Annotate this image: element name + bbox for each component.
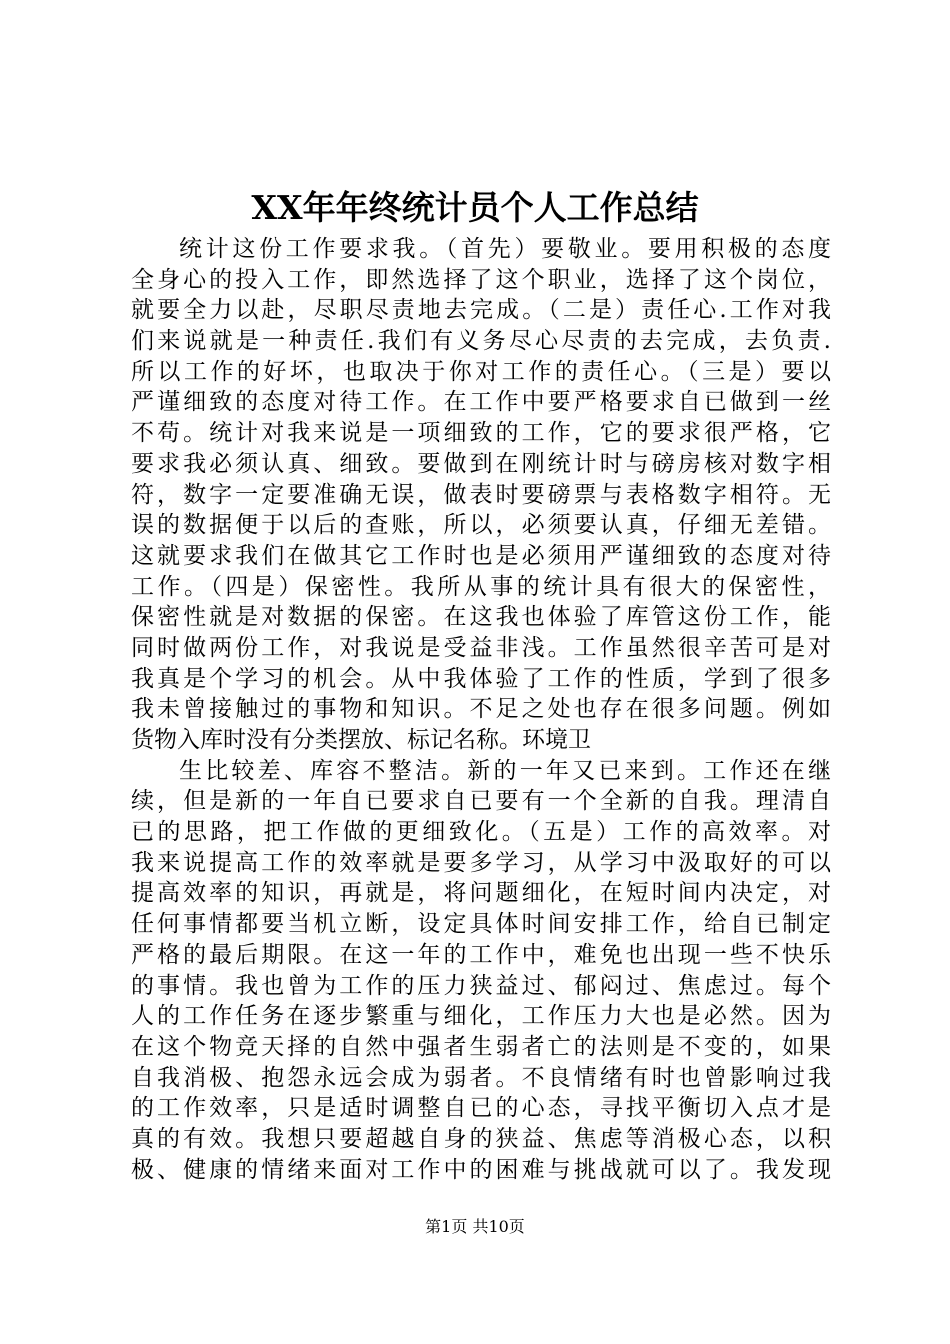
body-line: 保密性就是对数据的保密。在这我也体验了库管这份工作，能 (131, 604, 831, 631)
body-line: 我来说提高工作的效率就是要多学习，从学习中汲取好的可以 (131, 849, 831, 876)
body-line: 严格的最后期限。在这一年的工作中，难免也出现一些不快乐 (131, 941, 831, 968)
body-line: 所以工作的好坏，也取决于你对工作的责任心。（三是）要以 (131, 358, 831, 385)
body-line: 们来说就是一种责任.我们有义务尽心尽责的去完成，去负责. (131, 328, 831, 355)
body-line: 极、健康的情绪来面对工作中的困难与挑战就可以了。我发现 (131, 1156, 831, 1183)
body-line: 我真是个学习的机会。从中我体验了工作的性质，学到了很多 (131, 665, 831, 692)
body-line: 在这个物竞天择的自然中强者生弱者亡的法则是不变的，如果 (131, 1033, 831, 1060)
body-line: 工作。（四是）保密性。我所从事的统计具有很大的保密性， (131, 573, 831, 600)
document-body (131, 234, 831, 1185)
document-title: XX年年终统计员个人工作总结 (251, 188, 699, 227)
body-line: 要求我必须认真、细致。要做到在刚统计时与磅房核对数字相 (131, 450, 831, 477)
body-line: 真的有效。我想只要超越自身的狭益、焦虑等消极心态，以积 (131, 1125, 831, 1152)
body-line: 续，但是新的一年自已要求自已要有一个全新的自我。理清自 (131, 788, 831, 815)
body-line: 误的数据便于以后的查账，所以，必须要认真，仔细无差错。 (131, 512, 831, 539)
body-line: 同时做两份工作，对我说是受益非浅。工作虽然很辛苦可是对 (131, 634, 831, 661)
body-line: 符，数字一定要准确无误，做表时要磅票与表格数字相符。无 (131, 481, 831, 508)
body-line: 任何事情都要当机立断，设定具体时间安排工作，给自已制定 (131, 911, 831, 938)
body-line: 就要全力以赴，尽职尽责地去完成。（二是）责任心.工作对我 (131, 297, 831, 324)
body-line: 这就要求我们在做其它工作时也是必须用严谨细致的态度对待 (131, 542, 831, 569)
body-line: 货物入库时没有分类摆放、标记名称。环境卫 (131, 727, 591, 753)
body-line: 严谨细致的态度对待工作。在工作中要严格要求自已做到一丝 (131, 389, 831, 416)
body-line: 不苟。统计对我来说是一项细致的工作，它的要求很严格，它 (131, 420, 831, 447)
body-line: 已的思路，把工作做的更细致化。（五是）工作的高效率。对 (131, 819, 831, 846)
body-line: 提高效率的知识，再就是，将问题细化，在短时间内决定，对 (131, 880, 831, 907)
page-footer: 第1页 共10页 (425, 1217, 525, 1236)
body-line: 我未曾接触过的事物和知识。不足之处也存在很多问题。例如 (131, 696, 831, 723)
body-line: 全身心的投入工作，即然选择了这个职业，选择了这个岗位， (131, 266, 831, 293)
body-line: 生比较差、库容不整洁。新的一年又已来到。工作还在继 (179, 757, 831, 784)
body-line: 的事情。我也曾为工作的压力狭益过、郁闷过、焦虑过。每个 (131, 972, 831, 999)
body-line: 自我消极、抱怨永远会成为弱者。不良情绪有时也曾影响过我 (131, 1064, 831, 1091)
body-line: 统计这份工作要求我。（首先）要敬业。要用积极的态度 (179, 236, 831, 262)
body-line: 的工作效率，只是适时调整自已的心态，寻找平衡切入点才是 (131, 1095, 831, 1122)
body-line: 人的工作任务在逐步繁重与细化，工作压力大也是必然。因为 (131, 1003, 831, 1030)
